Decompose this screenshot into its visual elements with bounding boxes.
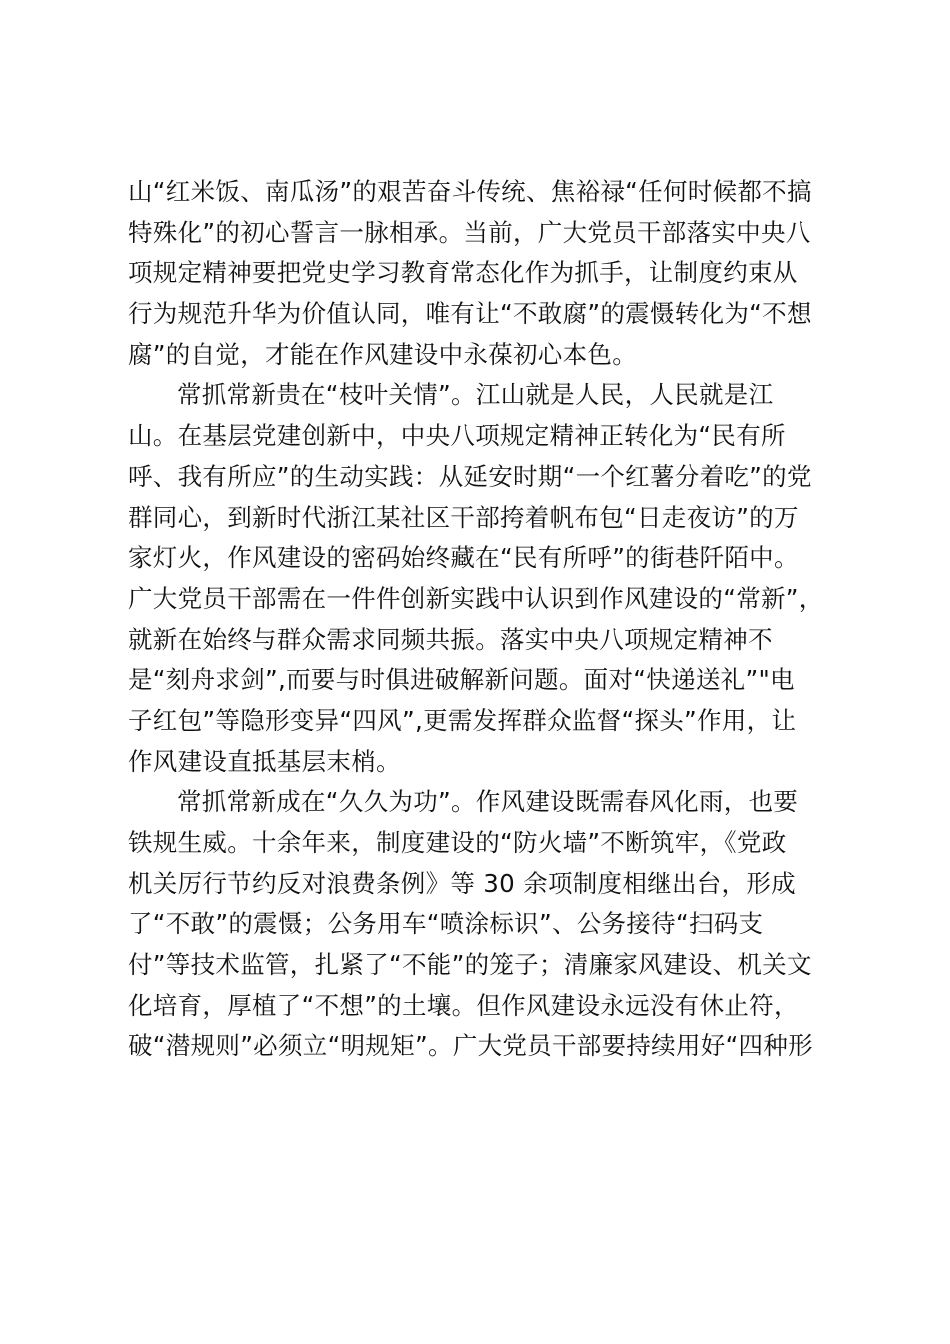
document-body: [128, 172, 834, 1067]
paragraph-line: 行为规范升华为价值认同，唯有让“不敢腐”的震慑转化为“不想: [128, 299, 812, 329]
paragraph-line: 群同心，到新时代浙江某社区干部挎着帆布包“日走夜访”的万: [128, 502, 799, 532]
paragraph-line: 铁规生威。十余年来，制度建设的“防火墙”不断筑牢，《党政: [128, 828, 787, 857]
paragraph-line: 破“潜规则”必须立“明规矩”。广大党员干部要持续用好“四种形: [128, 1031, 813, 1061]
paragraph-line: 呼、我有所应”的生动实践：从延安时期“一个红薯分着吃”的党: [128, 461, 812, 491]
paragraph-line: 了“不敢”的震慑；公务用车“喷涂标识”、公务接待“扫码支: [128, 909, 764, 939]
paragraph-line: 是“刻舟求剑”,而要与时俱进破解新问题。面对“快递送礼”"电: [128, 665, 795, 695]
paragraph-line: 山“红米饭、南瓜汤”的艰苦奋斗传统、焦裕禄“任何时候都不搞: [128, 177, 812, 206]
paragraph-line: 项规定精神要把党史学习教育常态化作为抓手，让制度约束从: [128, 258, 798, 288]
paragraph-line: 广大党员干部需在一件件创新实践中认识到作风建设的“常新”，: [128, 583, 824, 613]
paragraph-line: 作风建设直抵基层末梢。: [128, 746, 401, 776]
paragraph-line: 机关厉行节约反对浪费条例》等 30 余项制度相继出台，形成: [128, 868, 796, 898]
paragraph-line: 特殊化”的初心誓言一脉相承。当前，广大党员干部落实中央八: [128, 217, 811, 247]
paragraph-2: [128, 375, 834, 782]
paragraph-3: [128, 782, 834, 1067]
paragraph-line: 家灯火，作风建设的密码始终藏在“民有所呼”的街巷阡陌中。: [128, 543, 799, 573]
paragraph-line: 付”等技术监管，扎紧了“不能”的笼子；清廉家风建设、机关文: [128, 950, 812, 980]
paragraph-line: 常抓常新成在“久久为功”。作风建设既需春风化雨，也要: [177, 787, 799, 817]
paragraph-line: 山。在基层党建创新中，中央八项规定精神正转化为“民有所: [128, 421, 786, 451]
paragraph-line: 就新在始终与群众需求同频共振。落实中央八项规定精神不: [128, 624, 773, 654]
paragraph-line: 常抓常新贵在“枝叶关情”。江山就是人民，人民就是江: [177, 380, 774, 410]
paragraph-line: 子红包”等隐形变异“四风”,更需发挥群众监督“探头”作用，让: [128, 705, 797, 735]
paragraph-1: [128, 172, 834, 375]
paragraph-line: 腐”的自觉，才能在作风建设中永葆初心本色。: [128, 339, 637, 369]
paragraph-line: 化培育，厚植了“不想”的土壤。但作风建设永远没有休止符，: [128, 990, 799, 1020]
